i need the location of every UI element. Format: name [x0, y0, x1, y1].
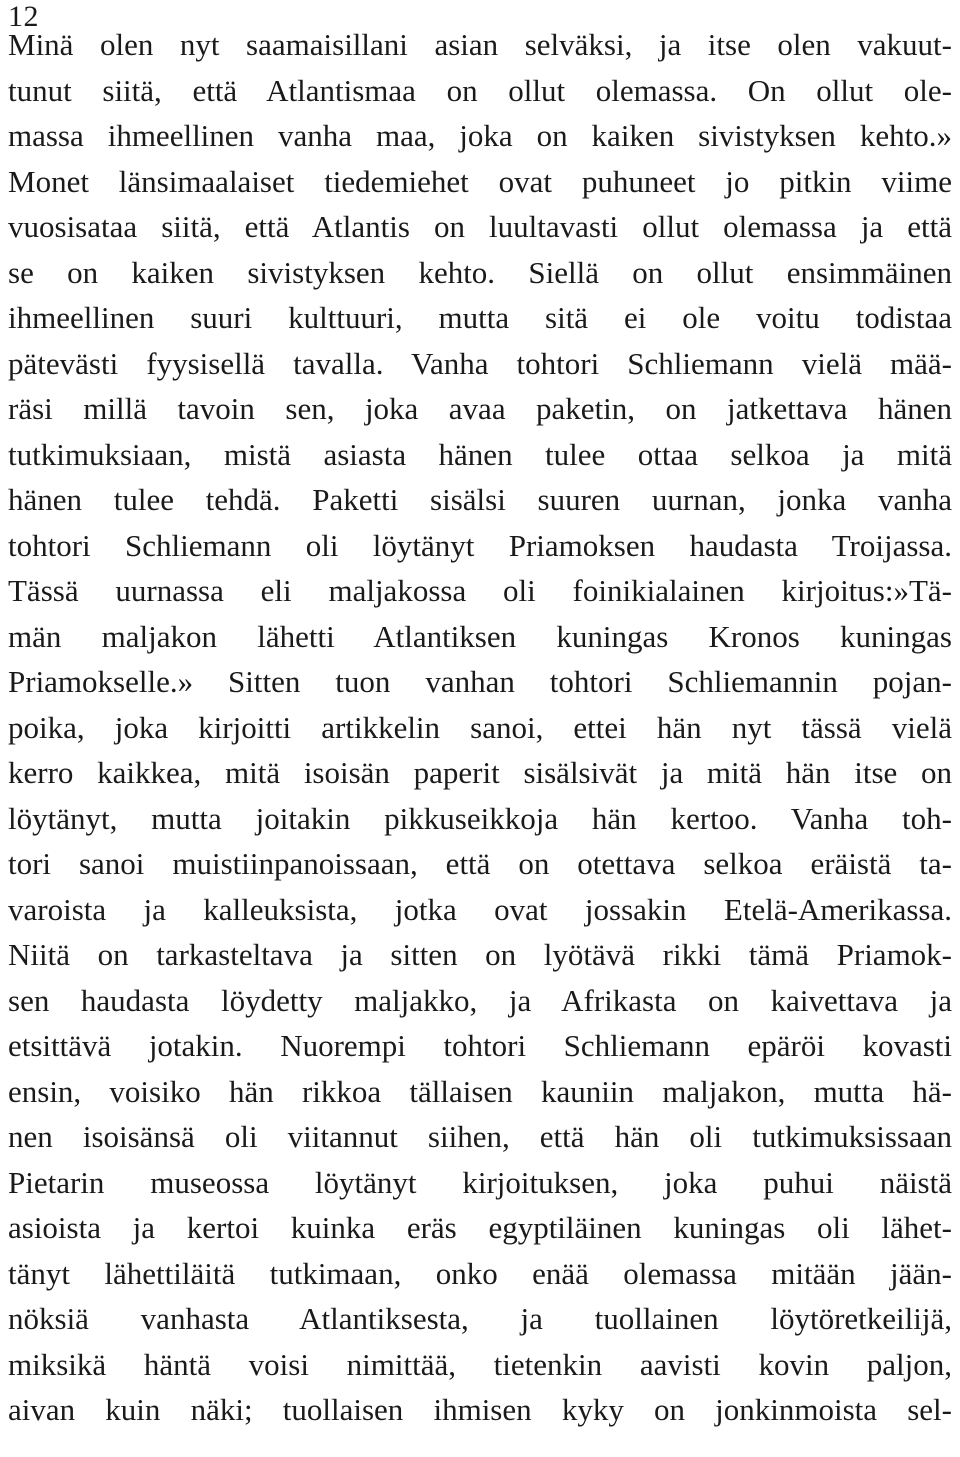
text-line: varoista ja kalleuksista, jotka ovat jossakin Etelä-Amerikassa.: [8, 891, 952, 927]
text-line: massa ihmeellinen vanha maa, joka on kaiken sivistyksen kehto.»: [8, 118, 952, 153]
text-line: aivan kuin näki; tuollaisen ihmisen kyky on jonkinmoista sel-: [8, 1392, 952, 1427]
text-line: kerro kaikkea, mitä isoisän paperit sisälsivät ja mitä hän itse on: [8, 755, 952, 790]
text-line: tänyt lähettiläitä tutkimaan, onko enää olemassa mitään jään-: [8, 1255, 952, 1291]
text-line: tori sanoi muistiinpanoissaan, että on otettava selkoa eräistä ta-: [8, 846, 952, 881]
text-line: hänen tulee tehdä. Paketti sisälsi suuren uurnan, jonka vanha: [8, 482, 952, 517]
text-line: räsi millä tavoin sen, joka avaa paketin, on jatkettava hänen: [8, 391, 952, 426]
text-line: tutkimuksiaan, mistä asiasta hänen tulee ottaa selkoa ja mitä: [8, 436, 952, 472]
text-line: tunut siitä, että Atlantismaa on ollut olemassa. On ollut ole-: [8, 72, 952, 108]
text-line: ihmeellinen suuri kulttuuri, mutta sitä ei ole voitu todistaa: [8, 300, 952, 335]
text-line: poika, joka kirjoitti artikkelin sanoi, ettei hän nyt tässä vielä: [8, 709, 952, 745]
text-line: Pietarin museossa löytänyt kirjoituksen, joka puhui näistä: [8, 1164, 952, 1200]
text-line: etsittävä jotakin. Nuorempi tohtori Schliemann epäröi kovasti: [8, 1028, 952, 1063]
text-line: sen haudasta löydetty maljakko, ja Afrikasta on kaivettava ja: [8, 982, 952, 1018]
text-line: ensin, voisiko hän rikkoa tällaisen kauniin maljakon, mutta hä-: [8, 1073, 952, 1109]
page-number: 12: [8, 0, 39, 33]
text-line: se on kaiken sivistyksen kehto. Siellä on ollut ensimmäinen: [8, 254, 952, 290]
text-line: nöksiä vanhasta Atlantiksesta, ja tuollainen löytöretkeilijä,: [8, 1301, 952, 1336]
text-line: miksikä häntä voisi nimittää, tietenkin aavisti kovin paljon,: [8, 1346, 952, 1382]
text-line: Tässä uurnassa eli maljakossa oli foinikialainen kirjoitus:»Tä-: [8, 573, 952, 608]
text-line: tohtori Schliemann oli löytänyt Priamoksen haudasta Troijassa.: [8, 527, 952, 563]
text-line: pätevästi fyysisellä tavalla. Vanha tohtori Schliemann vielä mää-: [8, 345, 952, 381]
text-line: nen isoisänsä oli viitannut siihen, että hän oli tutkimuksissaan: [8, 1119, 952, 1154]
text-line: Minä olen nyt saamaisillani asian selväksi, ja itse olen vakuut-: [8, 27, 952, 62]
text-line: Niitä on tarkasteltava ja sitten on lyötävä rikki tämä Priamok-: [8, 937, 952, 972]
text-line: män maljakon lähetti Atlantiksen kuningas Kronos kuningas: [8, 618, 952, 654]
text-line: löytänyt, mutta joitakin pikkuseikkoja hän kertoo. Vanha toh-: [8, 800, 952, 836]
text-line: asioista ja kertoi kuinka eräs egyptiläinen kuningas oli lähet-: [8, 1210, 952, 1245]
text-line: Monet länsimaalaiset tiedemiehet ovat puhuneet jo pitkin viime: [8, 163, 952, 199]
text-line: Priamokselle.» Sitten tuon vanhan tohtori Schliemannin pojan-: [8, 664, 952, 699]
body-text: [8, 22, 952, 1433]
text-line: vuosisataa siitä, että Atlantis on luultavasti ollut olemassa ja että: [8, 209, 952, 244]
